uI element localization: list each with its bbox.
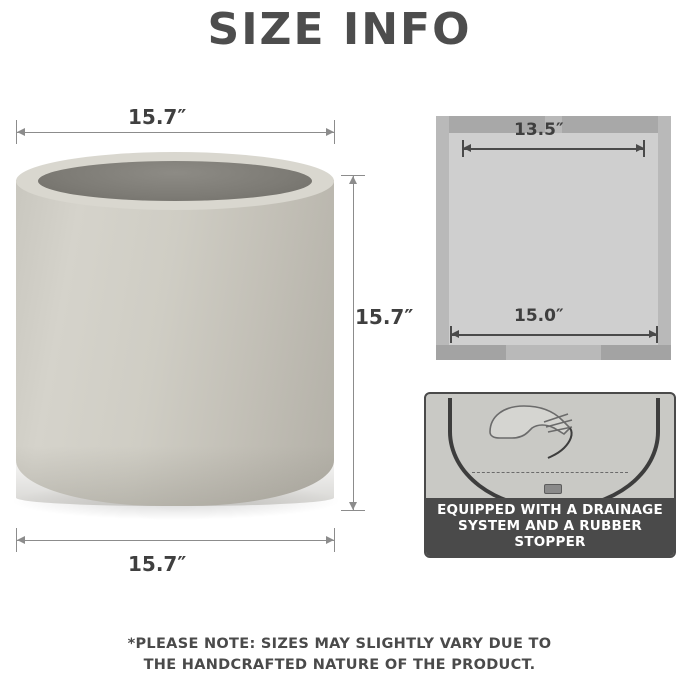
box-top-arrow-right: [636, 144, 644, 152]
bottom-dimension-line: [16, 540, 334, 541]
bottom-dimension-tick-right: [334, 528, 335, 552]
pot-inner-cavity: [38, 161, 312, 201]
footer-note: [0, 634, 679, 676]
box-bottom-width-label: 15.0″: [514, 306, 564, 326]
drainage-caption-line2: SYSTEM AND A RUBBER STOPPER: [458, 518, 642, 550]
top-width-label: 15.7″: [128, 105, 187, 129]
page-title: SIZE INFO: [207, 4, 472, 55]
top-dimension-arrow-left: [17, 128, 25, 136]
pot-body: [16, 180, 334, 506]
bottom-dimension-arrow-right: [326, 536, 334, 544]
box-flap-right: [562, 116, 658, 133]
box-top-width-label: 13.5″: [514, 120, 564, 140]
top-dimension-arrow-right: [326, 128, 334, 136]
box-bottom-arrow-right: [649, 330, 657, 338]
package-box-diagram: [436, 116, 671, 360]
bottom-dimension-arrow-left: [17, 536, 25, 544]
drainage-caption-line1: EQUIPPED WITH A DRAINAGE: [437, 502, 663, 518]
box-foot-right: [601, 345, 671, 360]
top-dimension-line: [16, 132, 334, 133]
height-dimension-tick-bottom: [341, 510, 365, 511]
rubber-stopper-icon: [544, 484, 562, 494]
footer-line-2: THE HANDCRAFTED NATURE OF THE PRODUCT.: [143, 657, 536, 673]
box-top-arrow-left: [463, 144, 471, 152]
pot-rim: [16, 152, 334, 210]
bottom-width-label: 15.7″: [128, 552, 187, 576]
drainage-feature-panel: [424, 392, 676, 558]
hand-icon: [484, 402, 584, 464]
height-dimension-line: [353, 175, 354, 510]
box-bottom-arrow-left: [451, 330, 459, 338]
height-dimension-arrow-down: [349, 502, 357, 510]
pot-bottom-shading: [16, 446, 334, 506]
height-label: 15.7″: [355, 305, 414, 329]
drainage-caption: [426, 498, 674, 556]
top-dimension-tick-right: [334, 120, 335, 144]
box-top-dimension-line: [462, 148, 645, 150]
footer-line-1: *PLEASE NOTE: SIZES MAY SLIGHTLY VARY DUE TO: [127, 636, 552, 652]
pot-dimension-diagram: [8, 100, 353, 590]
height-dimension-arrow-up: [349, 176, 357, 184]
planter-illustration: [16, 152, 334, 522]
box-foot-left: [436, 345, 506, 360]
box-bottom-dimension-line: [450, 334, 658, 336]
